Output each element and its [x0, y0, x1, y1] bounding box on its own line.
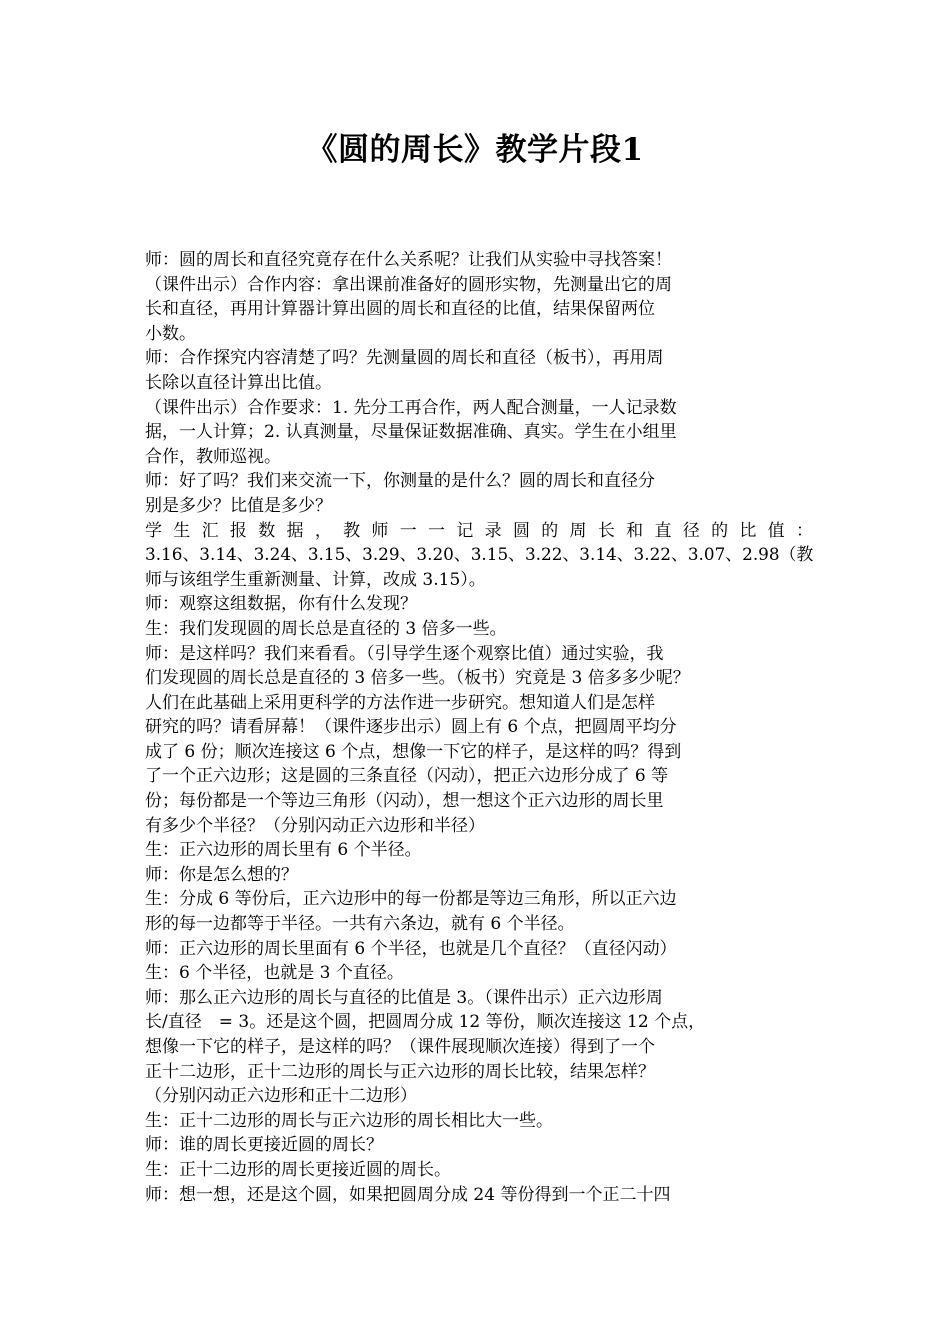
text-line: 份；每份都是一个等边三角形（闪动），想一想这个正六边形的周长里	[145, 791, 664, 812]
text-line: 长除以直径计算出比值。	[145, 372, 332, 393]
text-line: 据，一人计算；2. 认真测量，尽量保证数据准确、真实。学生在小组里	[145, 422, 677, 443]
text-line: 研究的吗？请看屏幕！（课件逐步出示）圆上有 6 个点，把圆周平均分	[145, 717, 677, 738]
text-line: 3.16、3.14、3.24、3.15、3.29、3.20、3.15、3.22、3.14、3.22、3.07、2.98（教	[145, 545, 814, 566]
text-line: 成了 6 份；顺次连接这 6 个点，想像一下它的样子，是这样的吗？得到	[145, 741, 682, 762]
text-line: （课件出示）合作要求：1. 先分工再合作，两人配合测量，一人记录数	[145, 397, 677, 418]
text-line: （课件出示）合作内容：拿出课前准备好的圆形实物，先测量出它的周	[145, 274, 672, 295]
text-line: 师：想一想，还是这个圆，如果把圆周分成 24 等份得到一个正二十四	[145, 1184, 671, 1205]
text-line: 师：观察这组数据，你有什么发现？	[145, 594, 417, 615]
text-line: 生：正六边形的周长里有 6 个半径。	[145, 840, 422, 861]
document-title: 《圆的周长》教学片段1	[306, 132, 644, 168]
text-line: 师：圆的周长和直径究竟存在什么关系呢？让我们从实验中寻找答案！	[145, 250, 672, 270]
text-line: 生：分成 6 等份后，正六边形中的每一份都是等边三角形，所以正六边	[145, 889, 677, 910]
text-line: 有多少个半径？（分别闪动正六边形和半径）	[145, 815, 485, 836]
text-line: 人们在此基础上采用更科学的方法作进一步研究。想知道人们是怎样	[145, 692, 655, 713]
text-line: 别是多少？比值是多少？	[145, 495, 332, 516]
text-line: 长和直径，再用计算器计算出圆的周长和直径的比值，结果保留两位	[145, 299, 655, 320]
text-line: 师与该组学生重新测量、计算，改成 3.15）。	[145, 569, 486, 590]
text-line: 们发现圆的周长总是直径的 3 倍多一些。（板书）究竟是 3 倍多多少呢？	[145, 668, 690, 689]
document-body	[145, 248, 813, 1207]
text-line: 师：谁的周长更接近圆的周长？	[145, 1135, 383, 1156]
text-line: 长/直径 = 3。还是这个圆，把圆周分成 12 等份，顺次连接这 12 个点，	[145, 1012, 706, 1033]
text-line-justified: 学 生 汇 报 数 据 ， 教 师 一 一 记 录 圆 的 周 长 和 直 径 的 比 值 ：	[145, 520, 813, 541]
text-line: 师：正六边形的周长里面有 6 个半径，也就是几个直径？（直径闪动）	[145, 938, 677, 959]
text-line: 师：好了吗？我们来交流一下，你测量的是什么？圆的周长和直径分	[145, 471, 655, 492]
text-line: 师：合作探究内容清楚了吗？先测量圆的周长和直径（板书），再用周	[145, 348, 664, 369]
text-line: 生：正十二边形的周长与正六边形的周长相比大一些。	[145, 1110, 553, 1131]
text-line: 小数。	[145, 323, 196, 344]
text-line: 想像一下它的样子，是这样的吗？（课件展现顺次连接）得到了一个	[145, 1037, 655, 1057]
text-line: 师：那么正六边形的周长与直径的比值是 3。（课件出示）正六边形周	[145, 987, 663, 1008]
text-line: 师：是这样吗？我们来看看。（引导学生逐个观察比值）通过实验，我	[145, 643, 664, 664]
text-line: 生：正十二边形的周长更接近圆的周长。	[145, 1159, 451, 1180]
text-line: 正十二边形，正十二边形的周长与正六边形的周长比较，结果怎样？	[145, 1061, 655, 1082]
text-line: （分别闪动正六边形和正十二边形）	[145, 1086, 417, 1107]
text-line: 生：6 个半径，也就是 3 个直径。	[145, 963, 404, 984]
text-line: 合作，教师巡视。	[145, 446, 281, 467]
text-line: 形的每一边都等于半径。一共有六条边，就有 6 个半径。	[145, 914, 575, 935]
text-line: 了一个正六边形；这是圆的三条直径（闪动），把正六边形分成了 6 等	[145, 766, 669, 787]
text-line: 师：你是怎么想的？	[145, 864, 298, 885]
text-line: 生：我们发现圆的周长总是直径的 3 倍多一些。	[145, 618, 507, 639]
